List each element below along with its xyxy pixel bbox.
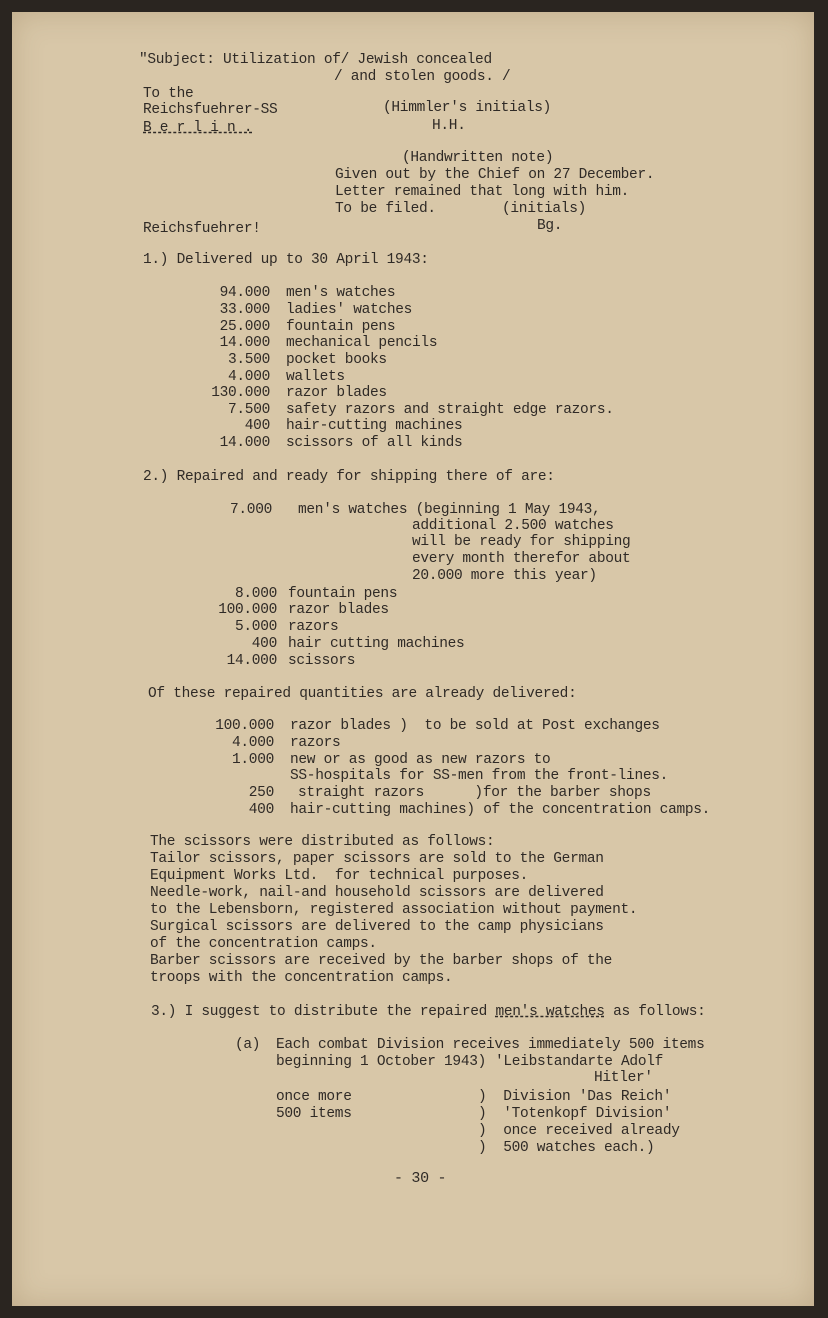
scissors-line: Needle-work, nail-and household scissors are delivered	[150, 885, 604, 901]
subject-line-2: / and stolen goods. /	[334, 69, 511, 85]
s1-qty: 94.000	[219, 285, 270, 301]
delivered-qty: 400	[248, 802, 274, 818]
handwritten-line-1: Given out by the Chief on 27 December.	[335, 167, 655, 183]
s1-item: pocket books	[286, 352, 387, 368]
s2-first-qty: 7.000	[229, 502, 272, 518]
s1-item: wallets	[286, 369, 345, 385]
sub-a-left-line: once more	[276, 1089, 352, 1105]
handwritten-line-2: Letter remained that long with him.	[335, 184, 630, 200]
s2-qty: 5.000	[234, 619, 277, 635]
delivered-text: new or as good as new razors to	[290, 752, 551, 768]
delivered-text: razors	[290, 735, 341, 751]
s2-item: hair cutting machines	[288, 636, 465, 652]
s1-qty: 14.000	[219, 335, 270, 351]
document-page	[12, 12, 814, 1306]
s1-item: hair-cutting machines	[286, 418, 463, 434]
scissors-line: of the concentration camps.	[150, 936, 377, 952]
subject-line-1: "Subject: Utilization of/ Jewish concealed	[139, 52, 492, 68]
scissors-line: troops with the concentration camps.	[150, 970, 453, 986]
s2-item: scissors	[288, 653, 356, 669]
handwritten-initials-label: (initials)	[502, 201, 587, 217]
sub-a-right2-line: ) 500 watches each.)	[478, 1140, 655, 1156]
s1-item: scissors of all kinds	[286, 435, 463, 451]
section-2-title: 2.) Repaired and ready for shipping there of are:	[143, 469, 555, 485]
page-number: - 30 -	[394, 1170, 447, 1187]
s1-qty: 14.000	[219, 435, 270, 451]
to-label: To the	[143, 86, 194, 102]
s1-item: safety razors and straight edge razors.	[286, 402, 614, 418]
to-city: B e r l i n .	[143, 120, 253, 136]
scissors-line: Barber scissors are received by the barber shops of the	[150, 953, 613, 969]
initials-value: H.H.	[432, 118, 466, 134]
section-1-title: 1.) Delivered up to 30 April 1943:	[143, 252, 429, 268]
scissors-line: Surgical scissors are delivered to the camp physicians	[150, 919, 604, 935]
handwritten-line-3: To be filed.	[335, 201, 436, 217]
delivered-title: Of these repaired quantities are already delivered:	[148, 686, 577, 702]
s1-qty: 33.000	[219, 302, 270, 318]
s1-item: men's watches	[286, 285, 396, 301]
sub-a-right-line: 'Leibstandarte Adolf	[495, 1054, 664, 1070]
s2-first-item-line: men's watches (beginning 1 May 1943,	[298, 502, 601, 518]
s1-qty: 130.000	[211, 385, 270, 401]
delivered-qty: 250	[248, 785, 274, 801]
handwritten-note-title: (Handwritten note)	[402, 150, 554, 166]
s2-qty: 8.000	[234, 586, 277, 602]
s1-qty: 4.000	[227, 369, 270, 385]
s1-item: ladies' watches	[286, 302, 413, 318]
handwritten-initials-value: Bg.	[537, 218, 563, 234]
scissors-line: Equipment Works Ltd. for technical purposes.	[150, 868, 529, 884]
s1-qty: 3.500	[227, 352, 270, 368]
s2-item: fountain pens	[288, 586, 398, 602]
delivered-qty: 1.000	[231, 752, 274, 768]
s1-qty: 7.500	[227, 402, 270, 418]
section-3-title	[151, 1004, 706, 1021]
section-3-suffix: as follows:	[604, 1004, 706, 1020]
delivered-text: straight razors )for the barber shops	[298, 785, 651, 801]
s2-qty: 14.000	[226, 653, 277, 669]
scissors-line: to the Lebensborn, registered association without payment.	[150, 902, 638, 918]
sub-a-right2-line: ) 'Totenkopf Division'	[478, 1106, 672, 1122]
delivered-qty: 4.000	[231, 735, 274, 751]
sub-a-line-2: beginning 1 October 1943)	[276, 1054, 487, 1070]
scissors-line: Tailor scissors, paper scissors are sold to the German	[150, 851, 604, 867]
sub-a-line-1: Each combat Division receives immediately 500 items	[276, 1037, 705, 1053]
s1-item: razor blades	[286, 385, 387, 401]
delivered-qty: 100.000	[215, 718, 274, 734]
to-recipient: Reichsfuehrer-SS	[143, 102, 278, 118]
s2-first-item-line: will be ready for shipping	[412, 534, 631, 550]
s1-qty: 400	[244, 418, 270, 434]
s1-item: fountain pens	[286, 319, 396, 335]
section-3-underlined: men's watches	[495, 1004, 605, 1020]
sub-a-left-line: 500 items	[276, 1106, 352, 1122]
salutation: Reichsfuehrer!	[143, 221, 261, 237]
s1-qty: 25.000	[219, 319, 270, 335]
scissors-line: The scissors were distributed as follows:	[150, 834, 495, 850]
delivered-text: razor blades ) to be sold at Post exchanges	[290, 718, 660, 734]
initials-note: (Himmler's initials)	[383, 100, 552, 116]
s2-qty: 400	[251, 636, 277, 652]
sub-a-right2-line: ) Division 'Das Reich'	[478, 1089, 672, 1105]
s2-item: razors	[288, 619, 339, 635]
s2-qty: 100.000	[218, 602, 277, 618]
sub-a-label: (a)	[235, 1037, 261, 1053]
s2-first-item-line: every month therefor about	[412, 551, 631, 567]
sub-a-right-line: Hitler'	[594, 1070, 653, 1086]
s2-first-item-line: additional 2.500 watches	[412, 518, 614, 534]
s2-first-item-line: 20.000 more this year)	[412, 568, 597, 584]
sub-a-right2-line: ) once received already	[478, 1123, 680, 1139]
s2-item: razor blades	[288, 602, 389, 618]
delivered-text: hair-cutting machines) of the concentration camps.	[290, 802, 711, 818]
s1-item: mechanical pencils	[286, 335, 438, 351]
section-3-prefix: 3.) I suggest to distribute the repaired	[151, 1004, 496, 1020]
delivered-text: SS-hospitals for SS-men from the front-lines.	[290, 768, 669, 784]
